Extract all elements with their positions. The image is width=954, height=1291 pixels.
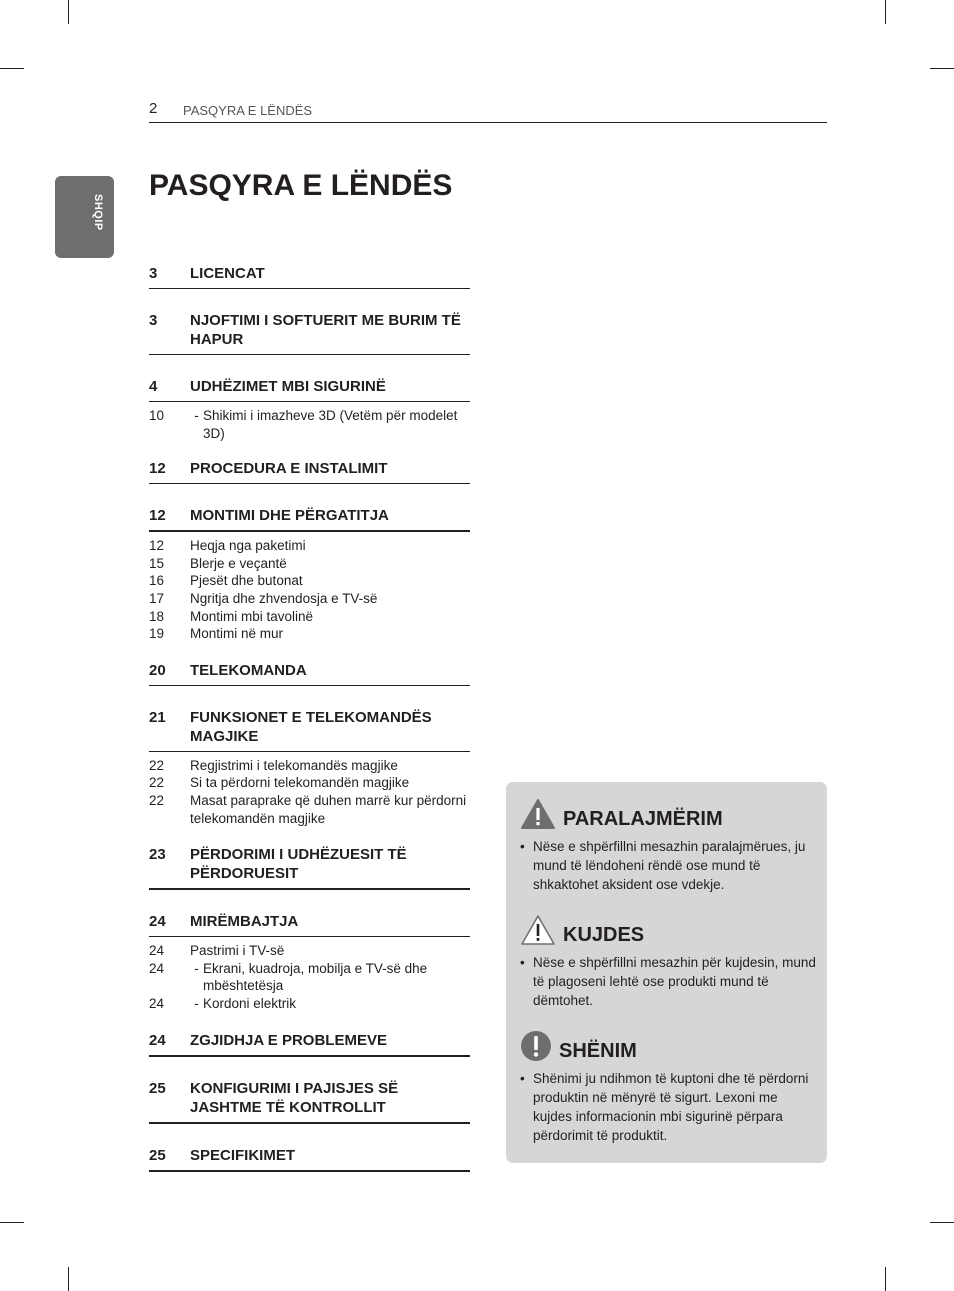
toc-section bbox=[149, 377, 470, 442]
toc-subentries bbox=[149, 532, 470, 643]
toc-subpage: 22 bbox=[149, 775, 165, 791]
toc-label: LICENCAT bbox=[190, 265, 265, 282]
toc-entry[interactable] bbox=[149, 912, 470, 937]
bullet: • bbox=[520, 839, 525, 854]
toc-label: PËRDORIMI I UDHËZUESIT TË PËRDORUESIT bbox=[190, 846, 407, 883]
crop-mark bbox=[930, 1222, 954, 1223]
toc-label: UDHËZIMET MBI SIGURINË bbox=[190, 378, 386, 395]
safety-notes-box bbox=[506, 782, 827, 1163]
toc-label: ZGJIDHJA E PROBLEMEVE bbox=[190, 1031, 387, 1049]
toc-section bbox=[149, 1079, 470, 1124]
caution-label: KUJDES bbox=[563, 924, 645, 946]
toc-subpage: 24 bbox=[149, 995, 165, 1011]
toc-page: 24 bbox=[149, 1031, 166, 1049]
page-number: 2 bbox=[149, 100, 158, 117]
toc-page: 25 bbox=[149, 1146, 166, 1164]
toc-sublabel: Si ta përdorni telekomandën magjike bbox=[190, 775, 410, 791]
toc-sublabel: Masat paraprake që duhen marrë kur përdorni telekomandën magjike bbox=[190, 792, 467, 826]
toc-section bbox=[149, 1146, 470, 1172]
toc-section bbox=[149, 459, 470, 484]
toc-subpage: 17 bbox=[149, 590, 165, 606]
toc-sublabel: Pjesët dhe butonat bbox=[190, 573, 303, 589]
bullet: • bbox=[520, 1071, 525, 1086]
toc-entry[interactable] bbox=[149, 459, 470, 484]
crop-mark bbox=[885, 0, 886, 24]
toc-entry[interactable] bbox=[149, 708, 470, 752]
toc-entry[interactable] bbox=[149, 311, 470, 355]
language-tab bbox=[55, 176, 114, 258]
toc-sublabel: Regjistrimi i telekomandës magjike bbox=[190, 757, 398, 773]
toc-subentry[interactable] bbox=[149, 407, 470, 442]
toc-section bbox=[149, 661, 470, 686]
table-of-contents bbox=[149, 264, 470, 1172]
toc-section bbox=[149, 311, 470, 355]
toc-label: SPECIFIKIMET bbox=[190, 1146, 296, 1164]
toc-subentry[interactable] bbox=[149, 995, 470, 1013]
toc-subentry[interactable] bbox=[149, 537, 470, 555]
toc-subentry[interactable] bbox=[149, 774, 470, 792]
warning-label: PARALAJMËRIM bbox=[563, 808, 723, 830]
toc-subentries bbox=[149, 752, 470, 827]
toc-label: KONFIGURIMI I PAJISJES SË JASHTME TË KONTROLLIT bbox=[190, 1079, 399, 1116]
toc-subpage: 10 bbox=[149, 408, 165, 423]
toc-subpage: 22 bbox=[149, 757, 165, 773]
toc-subentry[interactable] bbox=[149, 792, 470, 827]
toc-entry[interactable] bbox=[149, 1031, 470, 1057]
warning-text: Nëse e shpërfillni mesazhin paralajmërues, ju mund të lëndoheni rëndë ose mund të shkaktohet aksident ose vdekje. bbox=[533, 839, 806, 892]
toc-subpage: 12 bbox=[149, 538, 165, 554]
running-header bbox=[149, 100, 827, 123]
toc-label: MONTIMI DHE PËRGATITJA bbox=[190, 507, 389, 525]
toc-page: 3 bbox=[149, 312, 158, 329]
toc-section bbox=[149, 912, 470, 1012]
warning-note bbox=[520, 796, 817, 894]
toc-entry[interactable] bbox=[149, 506, 470, 532]
toc-sublabel: Pastrimi i TV-së bbox=[190, 943, 285, 959]
caution-text: Nëse e shpërfillni mesazhin për kujdesin, mund të plagoseni lehtë ose produkti mund të dëmtohet. bbox=[533, 955, 816, 1008]
toc-entry[interactable] bbox=[149, 845, 470, 890]
toc-entry[interactable] bbox=[149, 1079, 470, 1124]
toc-subentry[interactable] bbox=[149, 590, 470, 608]
toc-subentries bbox=[149, 937, 470, 1012]
toc-section bbox=[149, 1031, 470, 1057]
toc-entry[interactable] bbox=[149, 1146, 470, 1172]
toc-sublabel: Ngritja dhe zhvendosja e TV-së bbox=[190, 590, 378, 606]
toc-section bbox=[149, 506, 470, 643]
crop-mark bbox=[0, 1222, 24, 1223]
toc-subentry[interactable] bbox=[149, 942, 470, 960]
exclamation-circle-icon bbox=[520, 1030, 552, 1062]
language-tab-label: SHQIP bbox=[92, 194, 104, 231]
toc-dash: - bbox=[194, 995, 199, 1011]
crop-mark bbox=[68, 1267, 69, 1291]
toc-page: 20 bbox=[149, 661, 166, 679]
toc-sublabel: Heqja nga paketimi bbox=[190, 538, 306, 554]
toc-subpage: 19 bbox=[149, 626, 165, 642]
toc-sublabel: Montimi mbi tavolinë bbox=[190, 608, 314, 624]
toc-label: PROCEDURA E INSTALIMIT bbox=[190, 460, 388, 478]
toc-label: FUNKSIONET E TELEKOMANDËS MAGJIKE bbox=[190, 708, 432, 745]
toc-section bbox=[149, 708, 470, 827]
toc-sublabel: Ekrani, kuadroja, mobilja e TV-së dhe mbështetësja bbox=[203, 960, 428, 994]
toc-sublabel: Blerje e veçantë bbox=[190, 555, 287, 571]
toc-subpage: 15 bbox=[149, 555, 165, 571]
running-title: PASQYRA E LËNDËS bbox=[183, 103, 313, 118]
crop-mark bbox=[68, 0, 69, 24]
toc-subentries bbox=[149, 402, 470, 442]
crop-mark bbox=[930, 68, 954, 69]
toc-subpage: 24 bbox=[149, 960, 165, 976]
page-title: PASQYRA E LËNDËS bbox=[149, 169, 453, 202]
toc-label: NJOFTIMI I SOFTUERIT ME BURIM TË HAPUR bbox=[190, 312, 461, 348]
toc-page: 21 bbox=[149, 708, 166, 726]
toc-subentry[interactable] bbox=[149, 608, 470, 626]
note-label: SHËNIM bbox=[559, 1040, 637, 1062]
toc-sublabel: Montimi në mur bbox=[190, 626, 284, 642]
toc-label: TELEKOMANDA bbox=[190, 661, 307, 679]
toc-sublabel: Kordoni elektrik bbox=[203, 995, 297, 1011]
warning-filled-icon bbox=[520, 798, 556, 830]
toc-page: 23 bbox=[149, 846, 166, 864]
toc-section bbox=[149, 845, 470, 890]
toc-entry[interactable] bbox=[149, 661, 470, 686]
toc-subentry[interactable] bbox=[149, 625, 470, 643]
toc-page: 3 bbox=[149, 265, 158, 282]
toc-sublabel: Shikimi i imazheve 3D (Vetëm për modelet 3D) bbox=[203, 408, 458, 441]
toc-subpage: 18 bbox=[149, 608, 165, 624]
toc-page: 12 bbox=[149, 507, 166, 525]
toc-entry[interactable] bbox=[149, 264, 470, 289]
toc-subpage: 16 bbox=[149, 573, 165, 589]
note-text: Shënimi ju ndihmon të kuptoni dhe të përdorni produktin në mënyrë të sigurt. Lexoni me kujdes informacionin mbi sigurinë përpara përdorimit të produktit. bbox=[533, 1071, 809, 1143]
crop-mark bbox=[885, 1267, 886, 1291]
info-note bbox=[520, 1028, 817, 1145]
toc-page: 25 bbox=[149, 1079, 166, 1097]
caution-outline-icon bbox=[520, 914, 556, 946]
toc-dash: - bbox=[194, 408, 199, 423]
toc-subentry[interactable] bbox=[149, 572, 470, 590]
toc-section bbox=[149, 264, 470, 289]
toc-entry[interactable] bbox=[149, 377, 470, 402]
toc-page: 12 bbox=[149, 460, 166, 478]
toc-subpage: 22 bbox=[149, 792, 165, 808]
bullet: • bbox=[520, 955, 525, 970]
toc-page: 24 bbox=[149, 913, 166, 931]
toc-dash: - bbox=[194, 960, 199, 976]
toc-subpage: 24 bbox=[149, 943, 165, 959]
toc-subentry[interactable] bbox=[149, 960, 470, 995]
crop-mark bbox=[0, 68, 24, 69]
toc-page: 4 bbox=[149, 378, 158, 395]
toc-subentry[interactable] bbox=[149, 757, 470, 775]
caution-note bbox=[520, 912, 817, 1010]
toc-label: MIRËMBAJTJA bbox=[190, 913, 299, 931]
toc-subentry[interactable] bbox=[149, 555, 470, 573]
